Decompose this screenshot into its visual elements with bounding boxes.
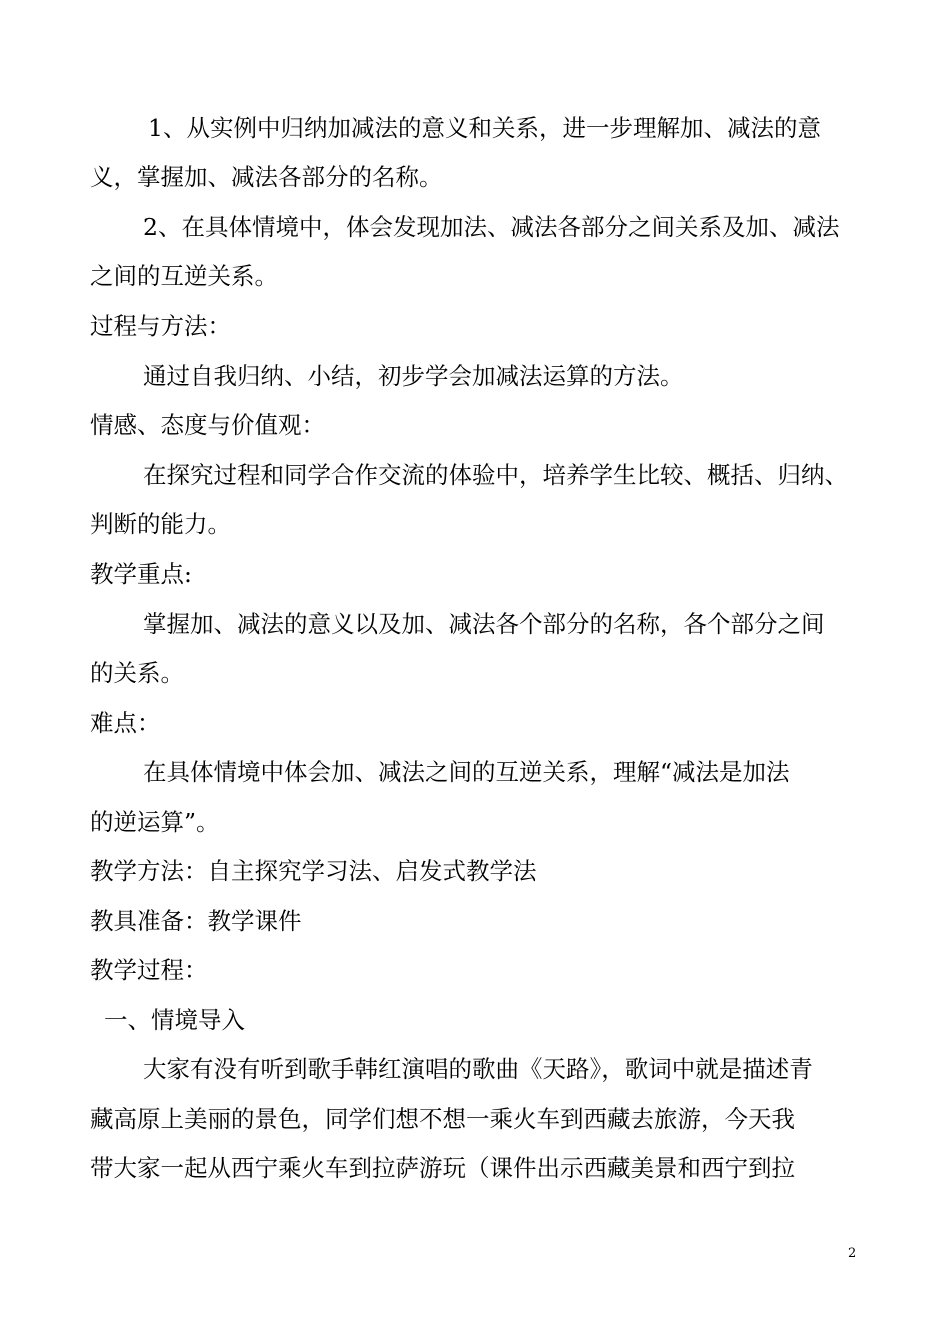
process-method-text: 通过自我归纳、小结，初步学会加减法运算的方法。 [143, 362, 684, 390]
objective-2-line-1: 2、在具体情境中，体会发现加法、减法各部分之间关系及加、减法 [143, 213, 840, 241]
teaching-focus-heading: 教学重点: [90, 560, 192, 588]
difficulty-heading: 难点： [90, 709, 161, 737]
page-number: 2 [848, 1246, 857, 1261]
intro-paragraph-line-3: 带大家一起从西宁乘火车到拉萨游玩（课件出示西藏美景和西宁到拉 [90, 1154, 795, 1182]
emotion-values-heading: 情感、态度与价值观： [90, 411, 325, 439]
emotion-values-line-1: 在探究过程和同学合作交流的体验中，培养学生比较、概括、归纳、 [143, 461, 848, 489]
intro-paragraph-line-2: 藏高原上美丽的景色，同学们想不想一乘火车到西藏去旅游，今天我 [90, 1105, 795, 1133]
teaching-method-line: 教学方法：自主探究学习法、启发式教学法 [90, 857, 537, 885]
difficulty-line-2: 的逆运算”。 [90, 808, 220, 836]
section-1-heading: 一、情境导入 [104, 1006, 245, 1034]
process-method-heading: 过程与方法： [90, 312, 231, 340]
difficulty-line-1: 在具体情境中体会加、减法之间的互逆关系，理解“减法是加法 [143, 758, 790, 786]
teaching-tools-line: 教具准备：教学课件 [90, 907, 302, 935]
teaching-focus-line-2: 的关系。 [90, 659, 184, 687]
teaching-process-heading: 教学过程： [90, 956, 208, 984]
emotion-values-line-2: 判断的能力。 [90, 510, 231, 538]
intro-paragraph-line-1: 大家有没有听到歌手韩红演唱的歌曲《天路》，歌词中就是描述青 [143, 1055, 813, 1083]
objective-1-line-1: 1、从实例中归纳加减法的意义和关系，进一步理解加、减法的意 [148, 114, 821, 142]
objective-2-line-2: 之间的互逆关系。 [90, 262, 278, 290]
objective-1-line-2: 义，掌握加、减法各部分的名称。 [90, 163, 443, 191]
teaching-focus-line-1: 掌握加、减法的意义以及加、减法各个部分的名称，各个部分之间 [143, 610, 825, 638]
